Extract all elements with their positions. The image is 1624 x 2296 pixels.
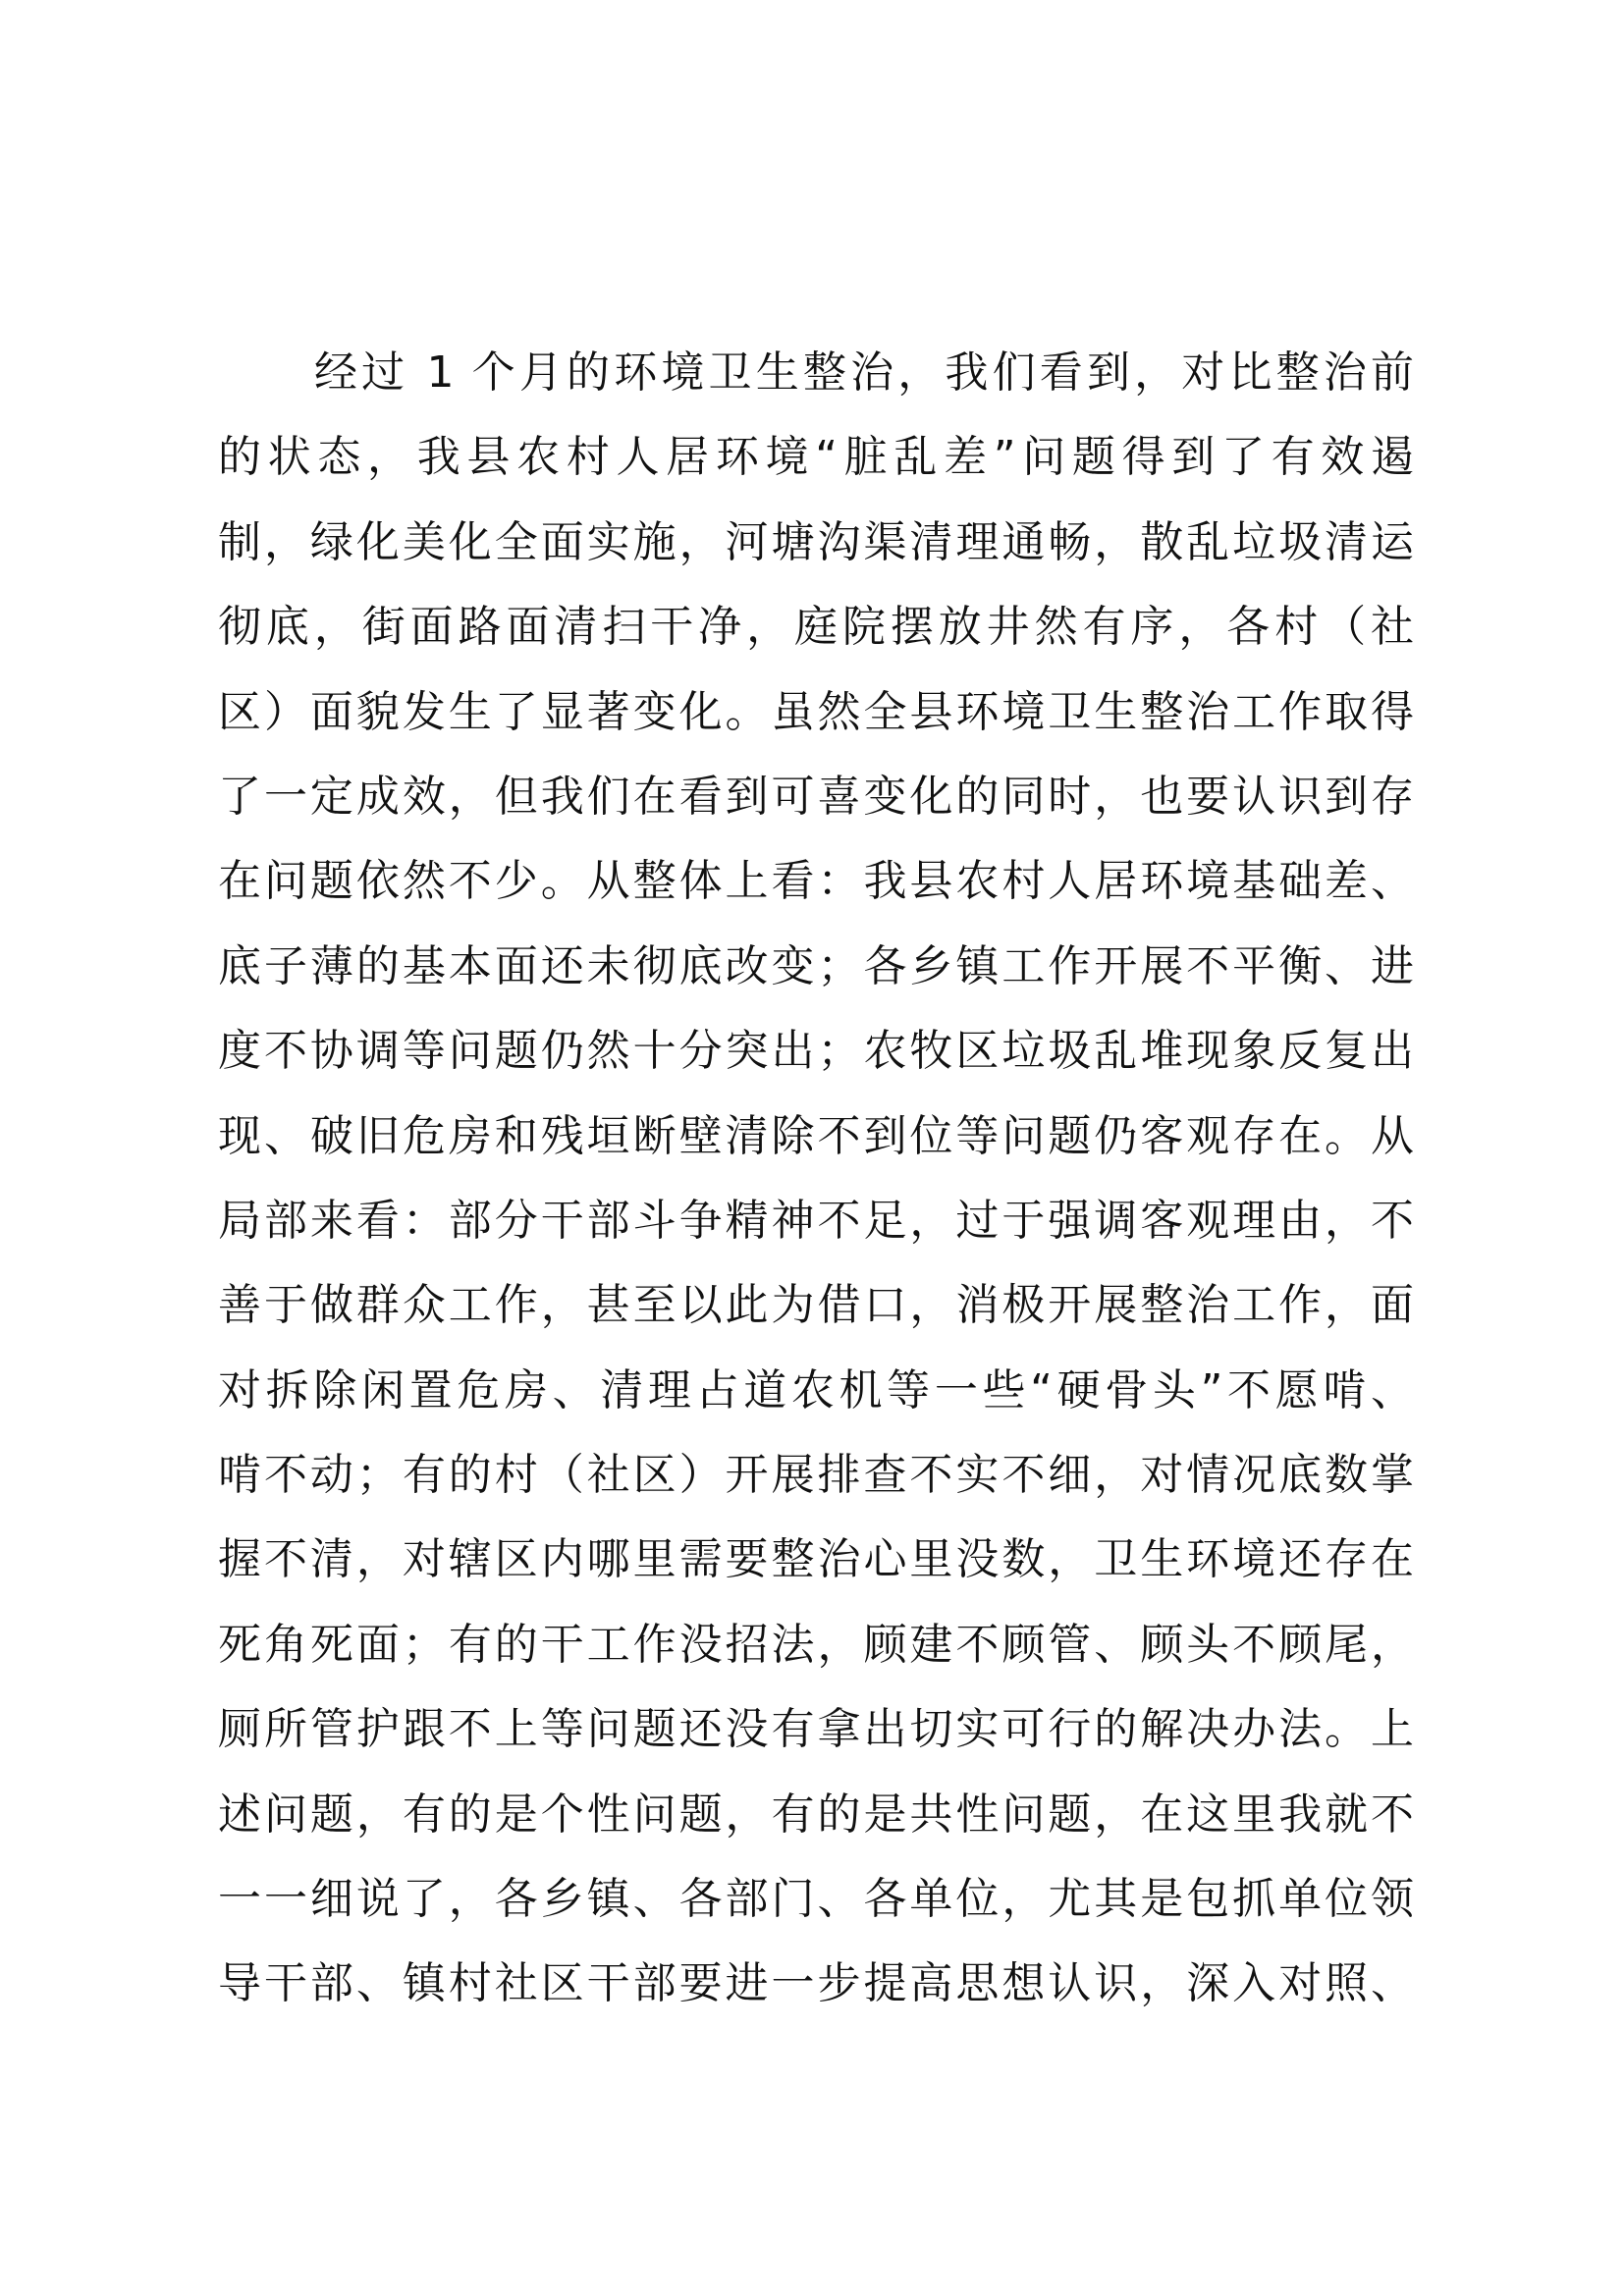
paragraph-line: 对拆除闲置危房、清理占道农机等一些“硬骨头”不愿啃、 [218, 1364, 1414, 1415]
paragraph-line: 的状态，我县农村人居环境“脏乱差”问题得到了有效遏 [218, 432, 1414, 483]
paragraph-line: 一一细说了，各乡镇、各部门、各单位，尤其是包抓单位领 [218, 1874, 1414, 1925]
paragraph-line: 经过 1 个月的环境卫生整治，我们看到，对比整治前 [314, 347, 1414, 398]
paragraph-line: 了一定成效，但我们在看到可喜变化的同时，也要认识到存 [218, 771, 1414, 822]
paragraph-line: 局部来看：部分干部斗争精神不足，过于强调客观理由，不 [218, 1195, 1414, 1246]
paragraph-line: 啃不动；有的村（社区）开展排查不实不细，对情况底数掌 [218, 1450, 1414, 1501]
paragraph-line: 握不清，对辖区内哪里需要整治心里没数，卫生环境还存在 [218, 1534, 1414, 1585]
paragraph-line: 在问题依然不少。从整体上看：我县农村人居环境基础差、 [218, 856, 1414, 907]
paragraph-line: 彻底，街面路面清扫干净，庭院摆放井然有序，各村（社 [218, 602, 1414, 653]
paragraph-line: 现、破旧危房和残垣断壁清除不到位等问题仍客观存在。从 [218, 1110, 1414, 1161]
document-body [218, 331, 1414, 2027]
paragraph-line: 度不协调等问题仍然十分突出；农牧区垃圾乱堆现象反复出 [218, 1026, 1414, 1077]
paragraph-line: 死角死面；有的干工作没招法，顾建不顾管、顾头不顾尾， [218, 1619, 1414, 1670]
paragraph-line: 区）面貌发生了显著变化。虽然全县环境卫生整治工作取得 [218, 686, 1414, 737]
paragraph-line: 述问题，有的是个性问题，有的是共性问题，在这里我就不 [218, 1789, 1414, 1840]
paragraph-line: 善于做群众工作，甚至以此为借口，消极开展整治工作，面 [218, 1280, 1414, 1331]
paragraph-line: 制，绿化美化全面实施，河塘沟渠清理通畅，散乱垃圾清运 [218, 516, 1414, 567]
paragraph-line: 厕所管护跟不上等问题还没有拿出切实可行的解决办法。上 [218, 1704, 1414, 1755]
paragraph-line: 底子薄的基本面还未彻底改变；各乡镇工作开展不平衡、进 [218, 940, 1414, 991]
paragraph-line: 导干部、镇村社区干部要进一步提高思想认识，深入对照、 [218, 1958, 1414, 2009]
